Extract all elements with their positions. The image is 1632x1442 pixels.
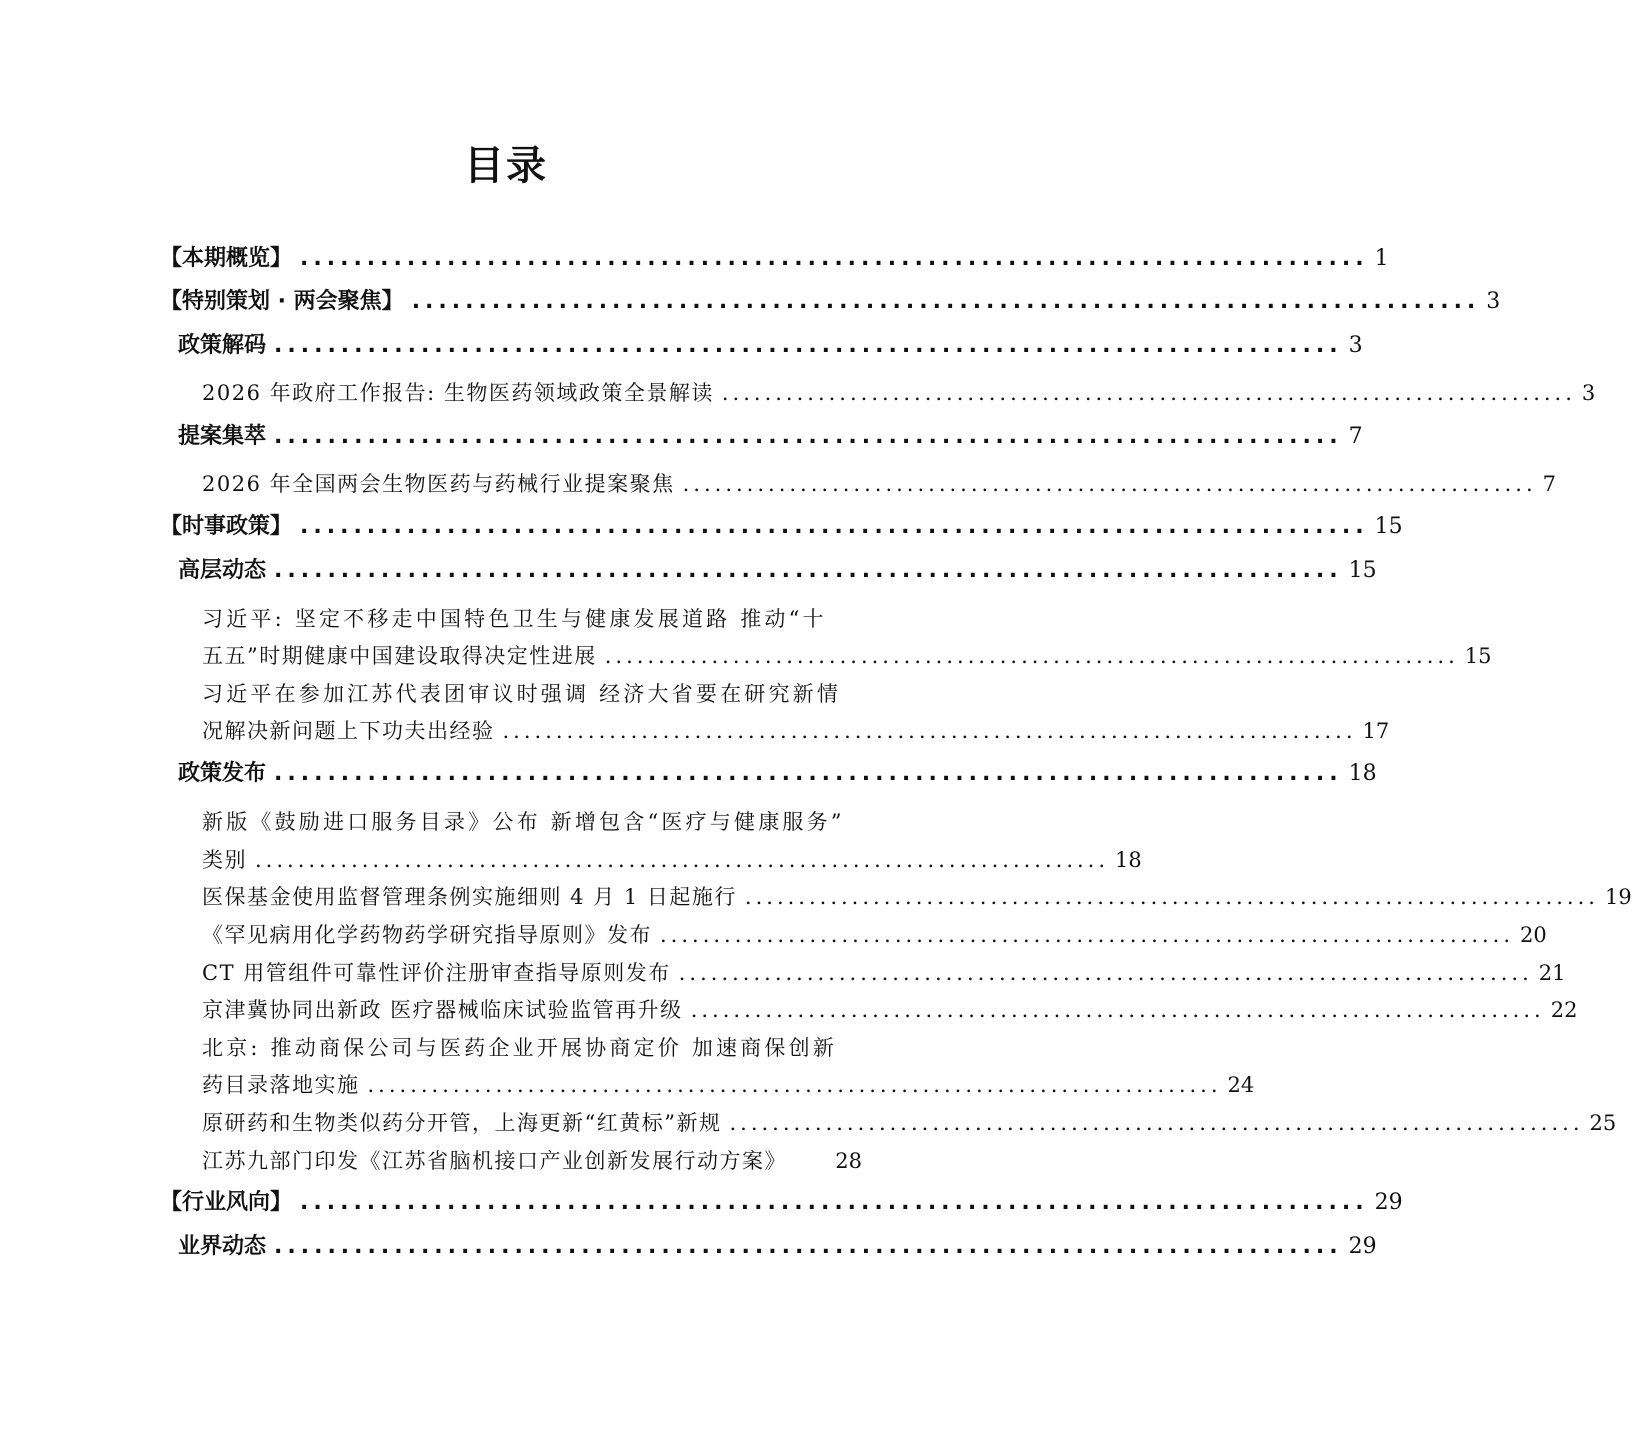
toc-page-number: 28	[835, 1149, 862, 1173]
toc-page-number: 21	[1538, 961, 1566, 985]
toc-entry-import-catalog[interactable]	[202, 845, 1142, 875]
leader-dots: ................................................................................	[367, 1073, 1222, 1097]
toc-entry-current-policy[interactable]	[160, 512, 1403, 542]
leader-dots: ................................................................................	[721, 381, 1576, 405]
toc-label: 江苏九部门印发《江苏省脑机接口产业创新发展行动方案》	[202, 1149, 787, 1173]
toc-page-number: 3	[1348, 333, 1363, 358]
toc-entry-xi-health-line1[interactable]: 习近平: 坚定不移走中国特色卫生与健康发展道路 推动“十	[202, 607, 827, 631]
toc-entry-proposals[interactable]	[178, 422, 1363, 452]
toc-entry-beijing[interactable]	[202, 1070, 1255, 1100]
toc-page-number: 7	[1348, 424, 1363, 449]
leader-dots: ................................................................................	[604, 644, 1459, 668]
leader-dots: ................................................................................	[729, 1111, 1584, 1135]
toc-page-number: 1	[1374, 246, 1389, 271]
toc-label: 业界动态	[178, 1234, 267, 1259]
toc-label: 【行业风向】	[160, 1190, 293, 1215]
leader-dots: ................................................................................	[274, 424, 1343, 449]
toc-label: 《罕见病用化学药物药学研究指导原则》发布	[202, 923, 652, 947]
toc-label: 五五”时期健康中国建设取得决定性进展	[202, 644, 597, 668]
toc-entry-policy-decode[interactable]	[178, 331, 1363, 361]
toc-entry-xi-jiangsu-line1[interactable]: 习近平在参加江苏代表团审议时强调 经济大省要在研究新情	[202, 682, 842, 706]
toc-label: 2026 年全国两会生物医药与药械行业提案聚焦	[202, 472, 675, 496]
toc-label: 医保基金使用监督管理条例实施细则 4 月 1 日起施行	[202, 885, 737, 909]
toc-page-number: 3	[1486, 289, 1501, 314]
leader-dots: ................................................................................	[690, 998, 1545, 1022]
toc-entry-insurance-fund[interactable]	[202, 882, 1632, 912]
toc-label: 况解决新问题上下功夫出经验	[202, 719, 495, 743]
leader-dots: ................................................................................	[678, 961, 1533, 985]
toc-entry-high-level[interactable]	[178, 556, 1377, 586]
toc-entry-jiangsu-bci[interactable]	[202, 1146, 862, 1176]
toc-entry-xi-jiangsu[interactable]	[202, 716, 1390, 746]
leader-dots: ................................................................................	[300, 1190, 1369, 1215]
page-title: 目录	[464, 143, 548, 189]
toc-page-number: 15	[1464, 644, 1492, 668]
toc-label: CT 用管组件可靠性评价注册审查指导原则发布	[202, 961, 671, 985]
toc-page-number: 15	[1374, 514, 1403, 539]
toc-page-number: 25	[1589, 1111, 1617, 1135]
toc-page-number: 19	[1604, 885, 1632, 909]
toc-page-number: 18	[1115, 848, 1142, 872]
leader-dots: ................................................................................	[274, 761, 1343, 786]
toc-label: 原研药和生物类似药分开管，上海更新“红黄标”新规	[202, 1111, 722, 1135]
leader-dots: ................................................................................	[255, 848, 1110, 872]
toc-label: 高层动态	[178, 558, 267, 583]
toc-entry-beijing-line1[interactable]: 北京: 推动商保公司与医药企业开展协商定价 加速商保创新	[202, 1036, 838, 1060]
toc-label: 【时事政策】	[160, 514, 293, 539]
leader-dots: ................................................................................	[274, 1234, 1343, 1259]
toc-entry-rare-disease[interactable]	[202, 920, 1547, 950]
toc-entry-gov-report[interactable]	[202, 378, 1596, 408]
toc-entry-policy-release[interactable]	[178, 759, 1377, 789]
leader-dots: ................................................................................	[744, 885, 1599, 909]
toc-page-number: 15	[1348, 558, 1377, 583]
toc-page-number: 7	[1542, 472, 1557, 496]
toc-page-number: 24	[1227, 1073, 1255, 1097]
toc-label: 提案集萃	[178, 424, 267, 449]
toc-label: 政策解码	[178, 333, 267, 358]
toc-page-number: 29	[1374, 1190, 1403, 1215]
leader-dots: ................................................................................	[300, 246, 1369, 271]
toc-entry-industry-news[interactable]	[178, 1232, 1377, 1262]
toc-page-number: 29	[1348, 1234, 1377, 1259]
toc-page-number: 20	[1520, 923, 1547, 947]
toc-entry-proposals-focus[interactable]	[202, 469, 1557, 499]
toc-entry-overview[interactable]	[160, 244, 1389, 274]
leader-dots: ................................................................................	[660, 923, 1515, 947]
toc-label: 【特别策划 · 两会聚焦】	[160, 289, 404, 314]
toc-page-number: 18	[1348, 761, 1377, 786]
toc-entry-import-catalog-line1[interactable]: 新版《鼓励进口服务目录》公布 新增包含“医疗与健康服务”	[202, 810, 845, 834]
leader-dots: ................................................................................	[274, 558, 1343, 583]
toc-entry-shanghai[interactable]	[202, 1108, 1617, 1138]
leader-dots: ................................................................................	[274, 333, 1343, 358]
toc-label: 京津冀协同出新政 医疗器械临床试验监管再升级	[202, 998, 683, 1022]
toc-label: 【本期概览】	[160, 246, 293, 271]
toc-label: 类别	[202, 848, 247, 872]
toc-entry-special[interactable]	[160, 287, 1501, 317]
toc-entry-jjj-devices[interactable]	[202, 995, 1578, 1025]
toc-entry-xi-health[interactable]	[202, 641, 1492, 671]
leader-dots: ................................................................................	[682, 472, 1537, 496]
toc-label: 政策发布	[178, 761, 267, 786]
leader-dots: ................................................................................	[411, 289, 1481, 314]
toc-page-number: 17	[1362, 719, 1390, 743]
toc-page-number: 22	[1550, 998, 1578, 1022]
toc-label: 药目录落地实施	[202, 1073, 360, 1097]
toc-page-number: 3	[1581, 381, 1596, 405]
leader-dots: ................................................................................	[300, 514, 1369, 539]
toc-label: 2026 年政府工作报告: 生物医药领域政策全景解读	[202, 381, 714, 405]
leader-dots: ................................................................................	[502, 719, 1357, 743]
toc-entry-industry[interactable]	[160, 1188, 1403, 1218]
toc-entry-ct-tube[interactable]	[202, 958, 1566, 988]
